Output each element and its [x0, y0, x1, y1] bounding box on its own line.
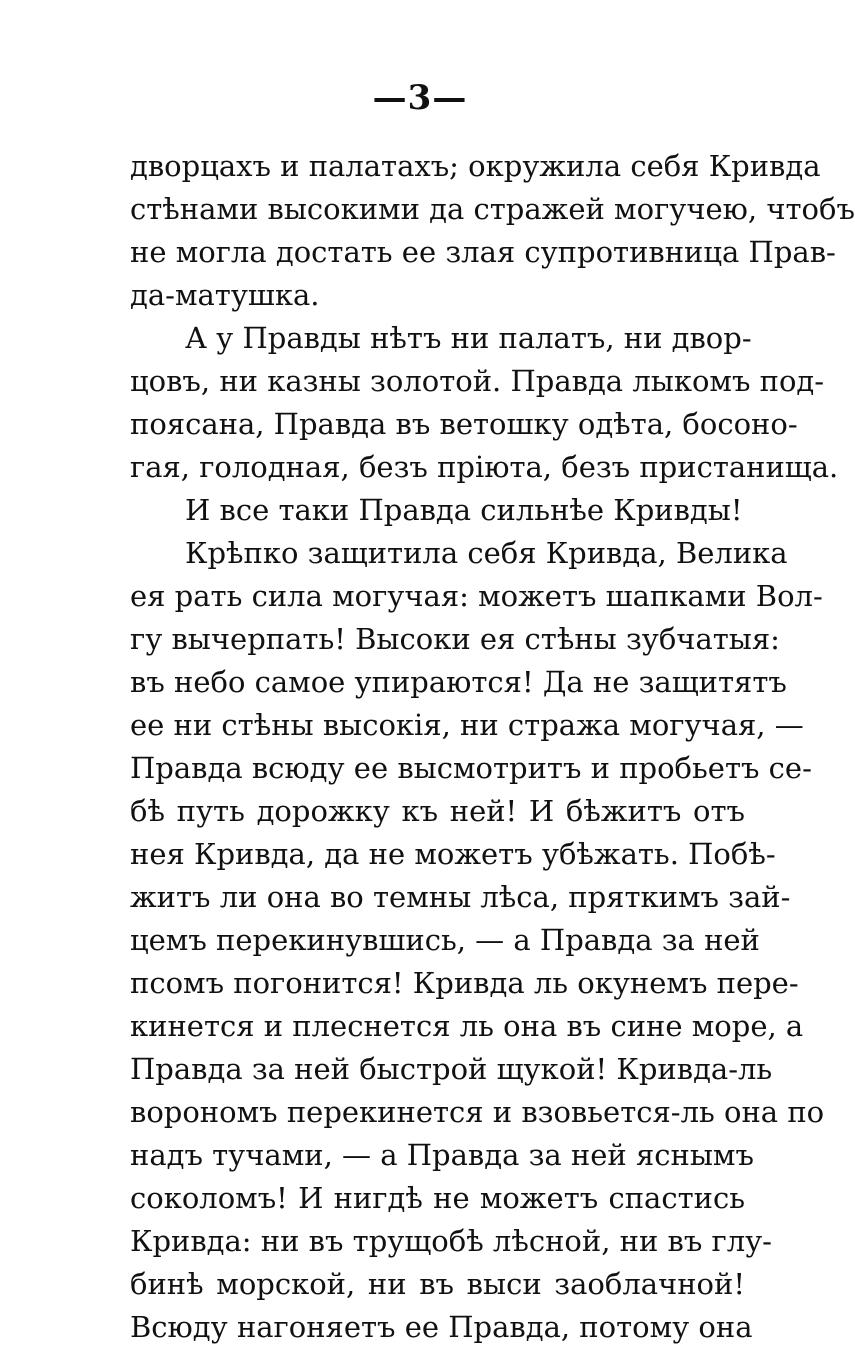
text-line: поясана, Правда въ ветошку одѣта, босоно- — [130, 407, 798, 441]
text-line: гу вычерпать! Высоки ея стѣны зубчатыя: — [130, 622, 780, 656]
text-line: въ небо самое упираются! Да не защитятъ — [130, 665, 787, 699]
text-line: надъ тучами, — а Правда за ней яснымъ — [130, 1138, 754, 1172]
text-line: Крѣпко защитила себя Кривда, Велика — [185, 536, 788, 570]
text-line: дворцахъ и палатахъ; окружила себя Кривда — [130, 149, 821, 183]
text-line: псомъ погонится! Кривда ль окунемъ пере- — [130, 966, 799, 1000]
text-line: А у Правды нѣтъ ни палатъ, ни двор- — [185, 321, 752, 355]
text-line: Правда всюду ее высмотритъ и пробьетъ се- — [130, 751, 812, 785]
text-line: цемъ перекинувшись, — а Правда за ней — [130, 923, 760, 957]
body-text — [130, 145, 855, 1349]
text-line: Кривда: ни въ трущобѣ лѣсной, ни въ глу- — [130, 1224, 772, 1258]
text-line: кинется и плеснется ль она въ сине море, а — [130, 1009, 804, 1043]
text-line: цовъ, ни казны золотой. Правда лыкомъ под- — [130, 364, 825, 398]
text-line: не могла достать ее злая супротивница Прав- — [130, 235, 836, 269]
text-line: нея Кривда, да не можетъ убѣжать. Побѣ- — [130, 837, 776, 871]
text-line: ворономъ перекинется и взовьется-ль она по — [130, 1095, 825, 1129]
text-line: Всюду нагоняетъ ее Правда, потому она — [130, 1310, 753, 1344]
text-line: стѣнами высокими да стражей могучею, чтобъ — [130, 192, 855, 226]
text-line: ея рать сила могучая: можетъ шапками Вол- — [130, 579, 823, 613]
text-line: бинѣ морской, ни въ выси заоблачной! — [130, 1267, 745, 1301]
text-line: соколомъ! И нигдѣ не можетъ спастись — [130, 1181, 745, 1215]
text-line: да-матушка. — [130, 278, 320, 312]
text-line: И все таки Правда сильнѣе Кривды! — [185, 493, 743, 527]
text-line: гая, голодная, безъ прiюта, безъ пристанища. — [130, 450, 839, 484]
text-line: Правда за ней быстрой щукой! Кривда-ль — [130, 1052, 773, 1086]
text-line: житъ ли она во темны лѣса, пряткимъ зай- — [130, 880, 791, 914]
page-number: —3— — [372, 78, 468, 118]
text-line: бѣ путь дорожку къ ней! И бѣжитъ отъ — [130, 794, 745, 828]
text-line: ее ни стѣны высокiя, ни стража могучая, — — [130, 708, 804, 742]
